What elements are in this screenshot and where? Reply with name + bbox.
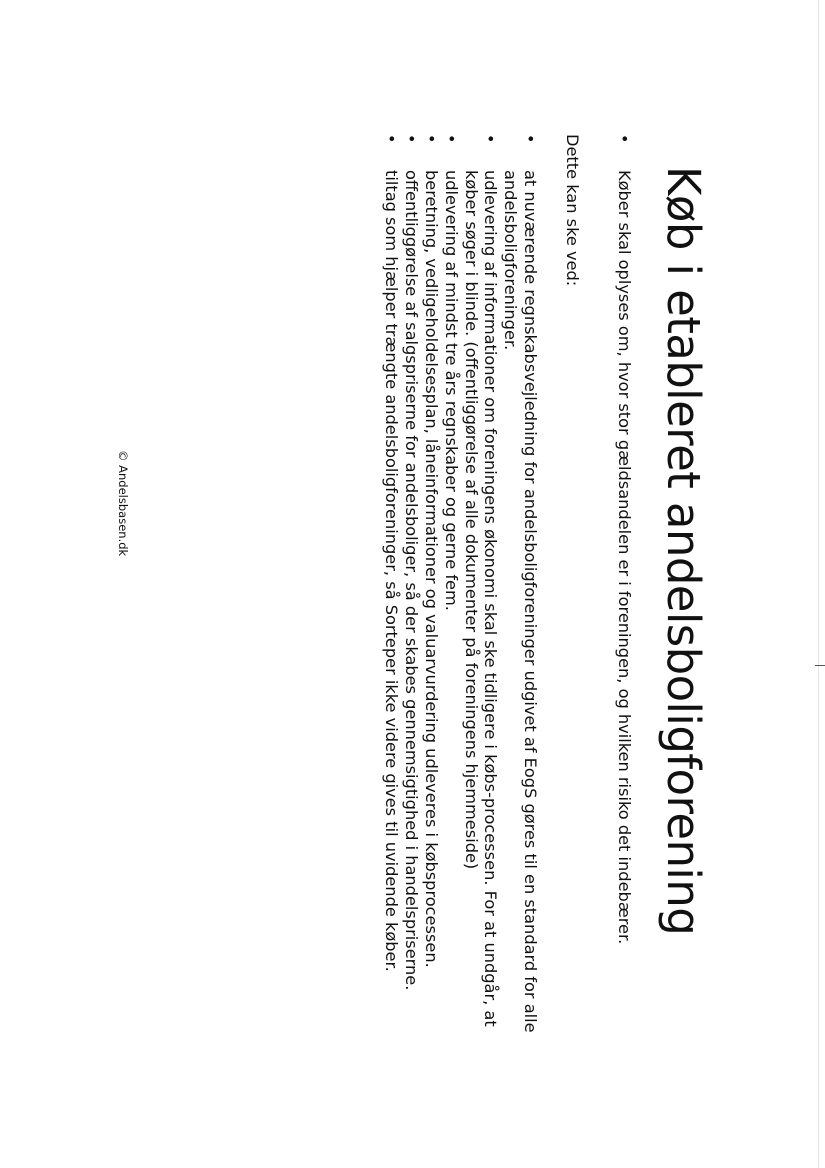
intro-item: • Køber skal oplyses om, hvor stor gældsandelen er i foreningen, og hvilken risiko det indebærer. — [614, 134, 634, 1039]
intro-list — [614, 134, 634, 1039]
intro-section — [614, 134, 634, 1039]
copyright-footer: © Andelsbasen.dk — [116, 450, 130, 557]
bullet-item: • udlevering af mindst tre års regnskaber og gerne fem. — [441, 134, 461, 1039]
bullet-item: • offentliggørelse af salgspriserne for andelsboliger, så der skabes gennemsigtighed i handelspriserne. — [401, 134, 421, 1039]
scan-edge — [818, 0, 819, 1168]
scan-mark — [815, 665, 825, 666]
bullet-item: • at nuværende regnskabsvejledning for andelsboligforeninger udgivet af EogS gøres til en standard for alle andelsboligforeninger. — [500, 134, 540, 1039]
bullet-item: • beretning, vedligeholdelsesplan, låneinformationer og valuarvurdering udleveres i købsprocessen. — [421, 134, 441, 1039]
rotated-page — [50, 110, 710, 1070]
page-content — [50, 110, 710, 1070]
page-title: Køb i etableret andelsboligforening — [657, 166, 710, 936]
lead-text: Dette kan ske ved: — [563, 134, 582, 287]
bullet-list — [382, 134, 540, 1039]
bullet-item: • udlevering af informationer om foreningens økonomi skal ske tidligere i købs-processen. For at undgår, at køber søger i blinde. (offentliggørelse af alle dokumenter på foreningens hjemmeside) — [461, 134, 501, 1039]
bullet-item: • tiltag som hjælper trængte andelsboligforeninger, så Sorteper ikke videre gives til uvidende køber. — [382, 134, 402, 1039]
